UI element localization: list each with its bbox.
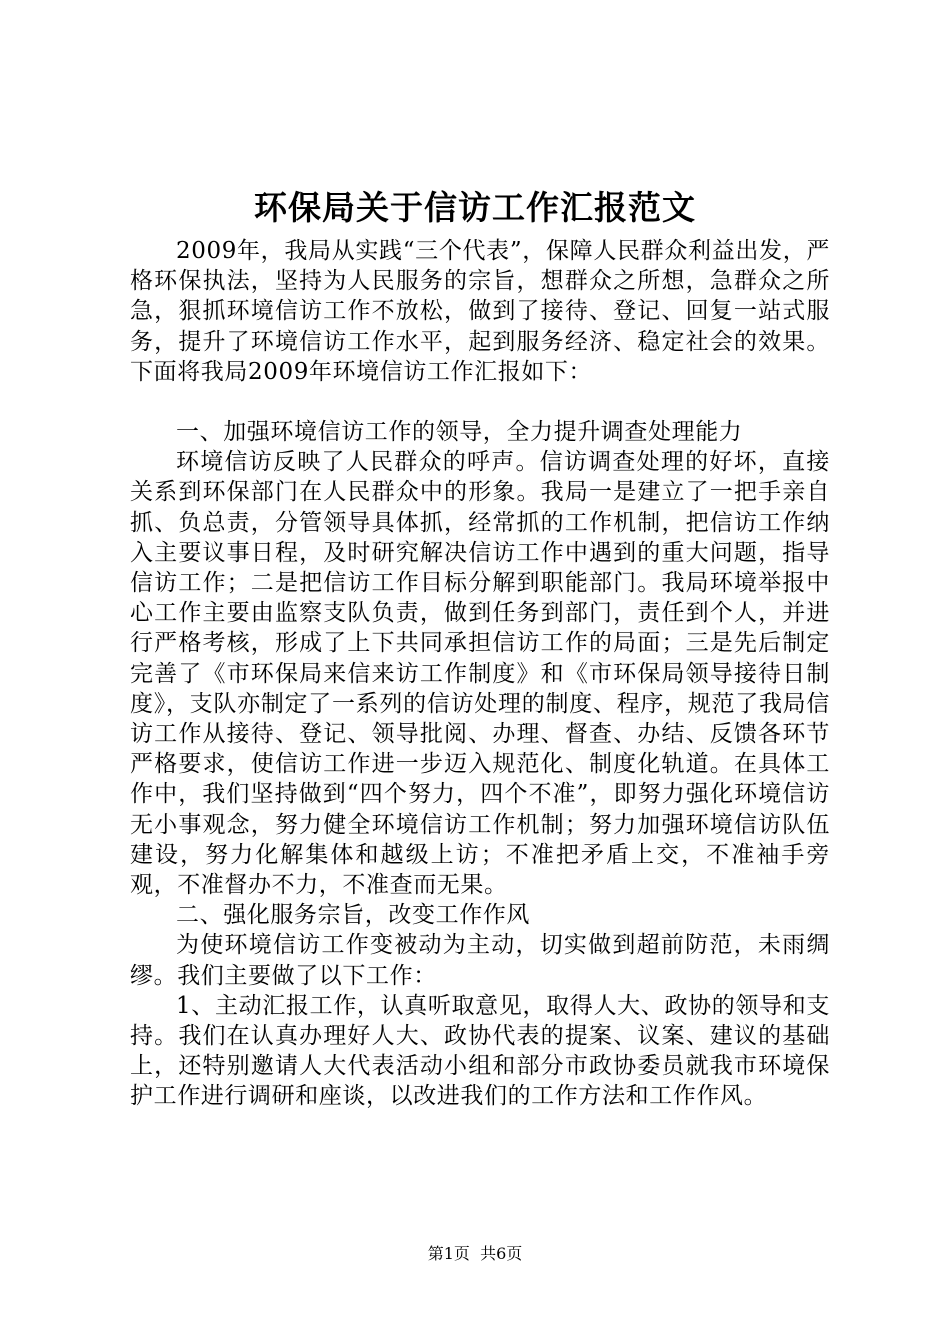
page-number-label: 第1页 共6页	[427, 1244, 523, 1263]
document-title: 环保局关于信访工作汇报范文	[254, 188, 696, 227]
intro-paragraph: 2009年，我局从实践“三个代表”，保障人民群众利益出发，严格环保执法，坚持为人民服务的宗旨，想群众之所想，急群众之所急，狠抓环境信访工作不放松，做到了接待、登记、回复一站式服务，提升了环境信访工作水平，起到服务经济、稳定社会的效果。下面将我局2009年环境信访工作汇报如下：	[130, 238, 830, 385]
section-heading-1: 一、加强环境信访工作的领导，全力提升调查处理能力	[176, 419, 743, 446]
section-2-item-1-paragraph: 1、主动汇报工作，认真听取意见，取得人大、政协的领导和支持。我们在认真办理好人大、政协代表的提案、议案、建议的基础上，还特别邀请人大代表活动小组和部分市政协委员就我市环境保护工作进行调研和座谈，以改进我们的工作方法和工作作风。	[130, 992, 830, 1110]
document-body	[130, 236, 830, 1112]
page-footer	[0, 1244, 950, 1264]
section-2-intro-paragraph: 为使环境信访工作变被动为主动，切实做到超前防范，未雨绸缪。我们主要做了以下工作：	[130, 932, 830, 989]
paragraph-spacer	[130, 387, 830, 417]
section-1-paragraph: 环境信访反映了人民群众的呼声。信访调查处理的好坏，直接关系到环保部门在人民群众中的形象。我局一是建立了一把手亲自抓、负总责，分管领导具体抓，经常抓的工作机制，把信访工作纳入主要议事日程，及时研究解决信访工作中遇到的重大问题，指导信访工作；二是把信访工作目标分解到职能部门。我局环境举报中心工作主要由监察支队负责，做到任务到部门，责任到个人，并进行严格考核，形成了上下共同承担信访工作的局面；三是先后制定完善了《市环保局来信来访工作制度》和《市环保局领导接待日制度》，支队亦制定了一系列的信访处理的制度、程序，规范了我局信访工作从接待、登记、领导批阅、办理、督查、办结、反馈各环节严格要求，使信访工作进一步迈入规范化、制度化轨道。在具体工作中，我们坚持做到“四个努力，四个不准”，即努力强化环境信访无小事观念，努力健全环境信访工作机制；努力加强环境信访队伍建设，努力化解集体和越级上访；不准把矛盾上交，不准袖手旁观，不准督办不力，不准查而无果。	[130, 449, 830, 899]
section-heading-2: 二、强化服务宗旨，改变工作作风	[176, 902, 530, 929]
